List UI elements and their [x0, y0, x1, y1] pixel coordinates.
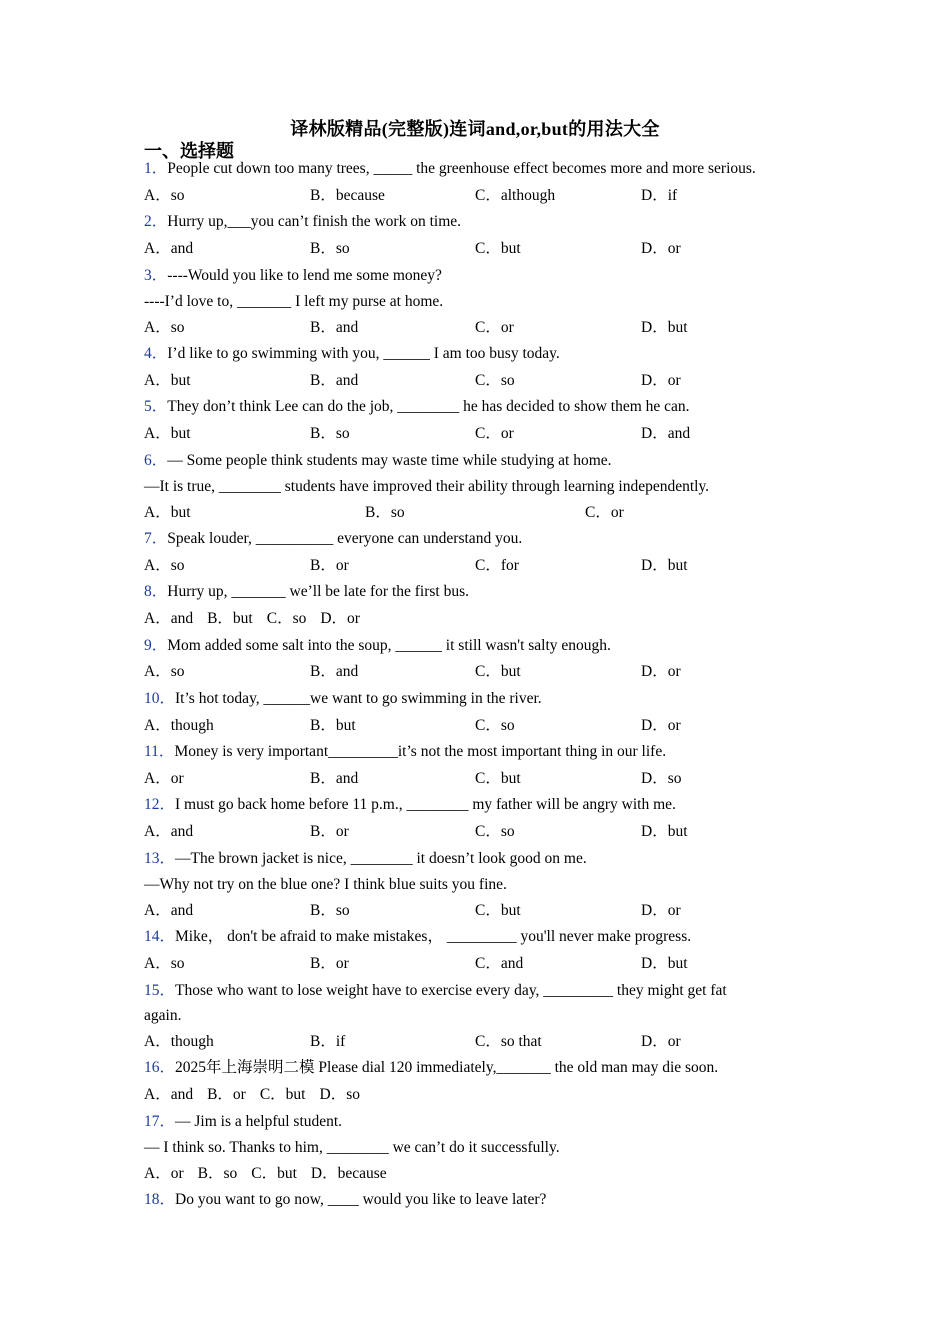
option-d[interactable]: D．or: [641, 902, 681, 919]
option-a[interactable]: A．or: [144, 770, 184, 787]
option-a[interactable]: A．but: [144, 504, 191, 521]
option-c[interactable]: C．so: [475, 372, 515, 389]
option-c[interactable]: C．so that: [475, 1033, 542, 1050]
question-number: 6．: [144, 452, 168, 469]
option-a[interactable]: A．so: [144, 557, 185, 574]
option-a[interactable]: A．and: [144, 610, 194, 627]
question-17: [144, 1112, 342, 1132]
option-d[interactable]: D．or: [641, 240, 681, 257]
option-c[interactable]: C．for: [475, 557, 519, 574]
option-b[interactable]: B．so: [310, 425, 350, 442]
option-b[interactable]: B．and: [310, 319, 359, 336]
question-13-line-2: —Why not try on the blue one? I think blue suits you fine.: [144, 876, 507, 893]
option-c[interactable]: C．but: [475, 770, 521, 787]
question-number: 15．: [144, 982, 176, 999]
question-text: Speak louder, __________ everyone can understand you.: [167, 530, 523, 547]
options-8: [144, 609, 824, 629]
option-d[interactable]: D．so: [641, 770, 682, 787]
question-number: 14．: [144, 928, 176, 945]
question-number: 18．: [144, 1191, 176, 1208]
option-a[interactable]: A．but: [144, 372, 191, 389]
question-text: People cut down too many trees, _____ the greenhouse effect becomes more and more serious.: [167, 160, 756, 177]
question-text: I must go back home before 11 p.m., ________ my father will be angry with me.: [175, 796, 676, 813]
question-16: [144, 1058, 718, 1078]
question-10: [144, 689, 542, 709]
option-a[interactable]: A．and: [144, 823, 194, 840]
question-text: Mom added some salt into the soup, ______ it still wasn't salty enough.: [167, 637, 611, 654]
question-text: They don’t think Lee can do the job, ________ he has decided to show them he can.: [167, 398, 690, 415]
question-text: I’d like to go swimming with you, ______ I am too busy today.: [167, 345, 560, 362]
question-15-line-2: again.: [144, 1007, 182, 1024]
option-c[interactable]: C．so: [475, 717, 515, 734]
option-c[interactable]: C．or: [585, 504, 624, 521]
option-b[interactable]: B．or: [310, 823, 349, 840]
option-c[interactable]: C．but: [475, 663, 521, 680]
question-number: 4．: [144, 345, 168, 362]
option-a[interactable]: A．so: [144, 319, 185, 336]
question-3: [144, 266, 442, 286]
question-12: [144, 795, 676, 815]
question-17-line-2: — I think so. Thanks to him, ________ we can’t do it successfully.: [144, 1139, 560, 1156]
question-number: 17．: [144, 1113, 176, 1130]
question-number: 11．: [144, 743, 175, 760]
question-text: Money is very important_________it’s not the most important thing in our life.: [174, 743, 667, 760]
question-6: [144, 451, 612, 471]
option-a[interactable]: A．and: [144, 1086, 194, 1103]
question-text: Those who want to lose weight have to exercise every day, _________ they might get fat: [175, 982, 727, 999]
question-text: Hurry up,___you can’t finish the work on time.: [167, 213, 462, 230]
question-text: It’s hot today, ______we want to go swimming in the river.: [175, 690, 542, 707]
option-b[interactable]: B．so: [310, 902, 350, 919]
question-number: 2．: [144, 213, 168, 230]
options-16: [144, 1085, 824, 1105]
option-b[interactable]: B．and: [310, 663, 359, 680]
question-number: 10．: [144, 690, 176, 707]
option-a[interactable]: A．so: [144, 955, 185, 972]
option-d[interactable]: D．so: [319, 1086, 360, 1103]
options-17: [144, 1164, 824, 1184]
question-text: Hurry up, _______ we’ll be late for the first bus.: [167, 583, 470, 600]
question-number: 5．: [144, 398, 168, 415]
question-6-line-2: —It is true, ________ students have improved their ability through learning independently.: [144, 478, 710, 495]
option-a[interactable]: A．or: [144, 1165, 184, 1182]
option-b[interactable]: B．or: [207, 1086, 246, 1103]
option-d[interactable]: D．or: [641, 717, 681, 734]
option-b[interactable]: B．but: [310, 717, 356, 734]
option-d[interactable]: D．because: [310, 1165, 387, 1182]
question-text: Do you want to go now, ____ would you like to leave later?: [175, 1191, 547, 1208]
question-8: [144, 582, 469, 602]
section-heading: 一、选择题: [144, 141, 234, 161]
option-d[interactable]: D．but: [641, 823, 688, 840]
option-d[interactable]: D．or: [641, 663, 681, 680]
question-text: — Jim is a helpful student.: [175, 1113, 343, 1130]
option-d[interactable]: D．or: [320, 610, 360, 627]
option-a[interactable]: A．and: [144, 902, 194, 919]
option-a[interactable]: A．though: [144, 717, 214, 734]
option-c[interactable]: C．or: [475, 425, 514, 442]
question-4: [144, 344, 560, 364]
option-d[interactable]: D．or: [641, 1033, 681, 1050]
option-a[interactable]: A．so: [144, 187, 185, 204]
option-d[interactable]: D．or: [641, 372, 681, 389]
option-d[interactable]: D．and: [641, 425, 691, 442]
option-d[interactable]: D．but: [641, 319, 688, 336]
question-9: [144, 636, 611, 656]
question-11: [144, 742, 666, 762]
option-c[interactable]: C．or: [475, 319, 514, 336]
question-5: [144, 397, 690, 417]
question-14: [144, 927, 691, 947]
option-c[interactable]: C．although: [475, 187, 556, 204]
option-c[interactable]: C．so: [475, 823, 515, 840]
question-18: [144, 1190, 546, 1210]
question-number: 9．: [144, 637, 168, 654]
question-number: 7．: [144, 530, 168, 547]
question-text: Mike， don't be afraid to make mistakes， _________ you'll never make progress.: [175, 928, 692, 945]
question-7: [144, 529, 522, 549]
option-c[interactable]: C．so: [266, 610, 307, 627]
option-b[interactable]: B．so: [310, 240, 350, 257]
option-b[interactable]: B．and: [310, 770, 359, 787]
option-d[interactable]: D．but: [641, 955, 688, 972]
option-c[interactable]: C．but: [475, 902, 521, 919]
question-number: 12．: [144, 796, 176, 813]
question-text: ----Would you like to lend me some money?: [167, 267, 442, 284]
question-2: [144, 212, 461, 232]
option-b[interactable]: B．and: [310, 372, 359, 389]
option-b[interactable]: B．because: [310, 187, 385, 204]
option-b[interactable]: B．or: [310, 955, 349, 972]
option-b[interactable]: B．so: [197, 1165, 238, 1182]
option-b[interactable]: B．so: [365, 504, 405, 521]
option-c[interactable]: C．but: [259, 1086, 306, 1103]
option-a[interactable]: A．so: [144, 663, 185, 680]
option-b[interactable]: B．but: [207, 610, 253, 627]
option-c[interactable]: C．but: [251, 1165, 297, 1182]
question-text: 2025年上海崇明二模 Please dial 120 immediately,_______ the old man may die soon.: [175, 1059, 719, 1076]
question-number: 16．: [144, 1059, 176, 1076]
question-number: 3．: [144, 267, 168, 284]
option-c[interactable]: C．and: [475, 955, 524, 972]
option-b[interactable]: B．or: [310, 557, 349, 574]
option-d[interactable]: D．if: [641, 187, 678, 204]
question-3-line-2: ----I’d love to, _______ I left my purse at home.: [144, 293, 444, 310]
question-15: [144, 981, 727, 1001]
option-d[interactable]: D．but: [641, 557, 688, 574]
option-c[interactable]: C．but: [475, 240, 521, 257]
question-text: — Some people think students may waste time while studying at home.: [167, 452, 612, 469]
question-1: [144, 159, 756, 179]
question-number: 13．: [144, 850, 176, 867]
question-text: —The brown jacket is nice, ________ it doesn’t look good on me.: [175, 850, 587, 867]
question-number: 1．: [144, 160, 168, 177]
question-13: [144, 849, 587, 869]
option-a[interactable]: A．but: [144, 425, 191, 442]
question-number: 8．: [144, 583, 168, 600]
document-title: 译林版精品(完整版)连词and,or,but的用法大全: [290, 119, 660, 139]
option-a[interactable]: A．and: [144, 240, 194, 257]
option-b[interactable]: B．if: [310, 1033, 346, 1050]
option-a[interactable]: A．though: [144, 1033, 214, 1050]
